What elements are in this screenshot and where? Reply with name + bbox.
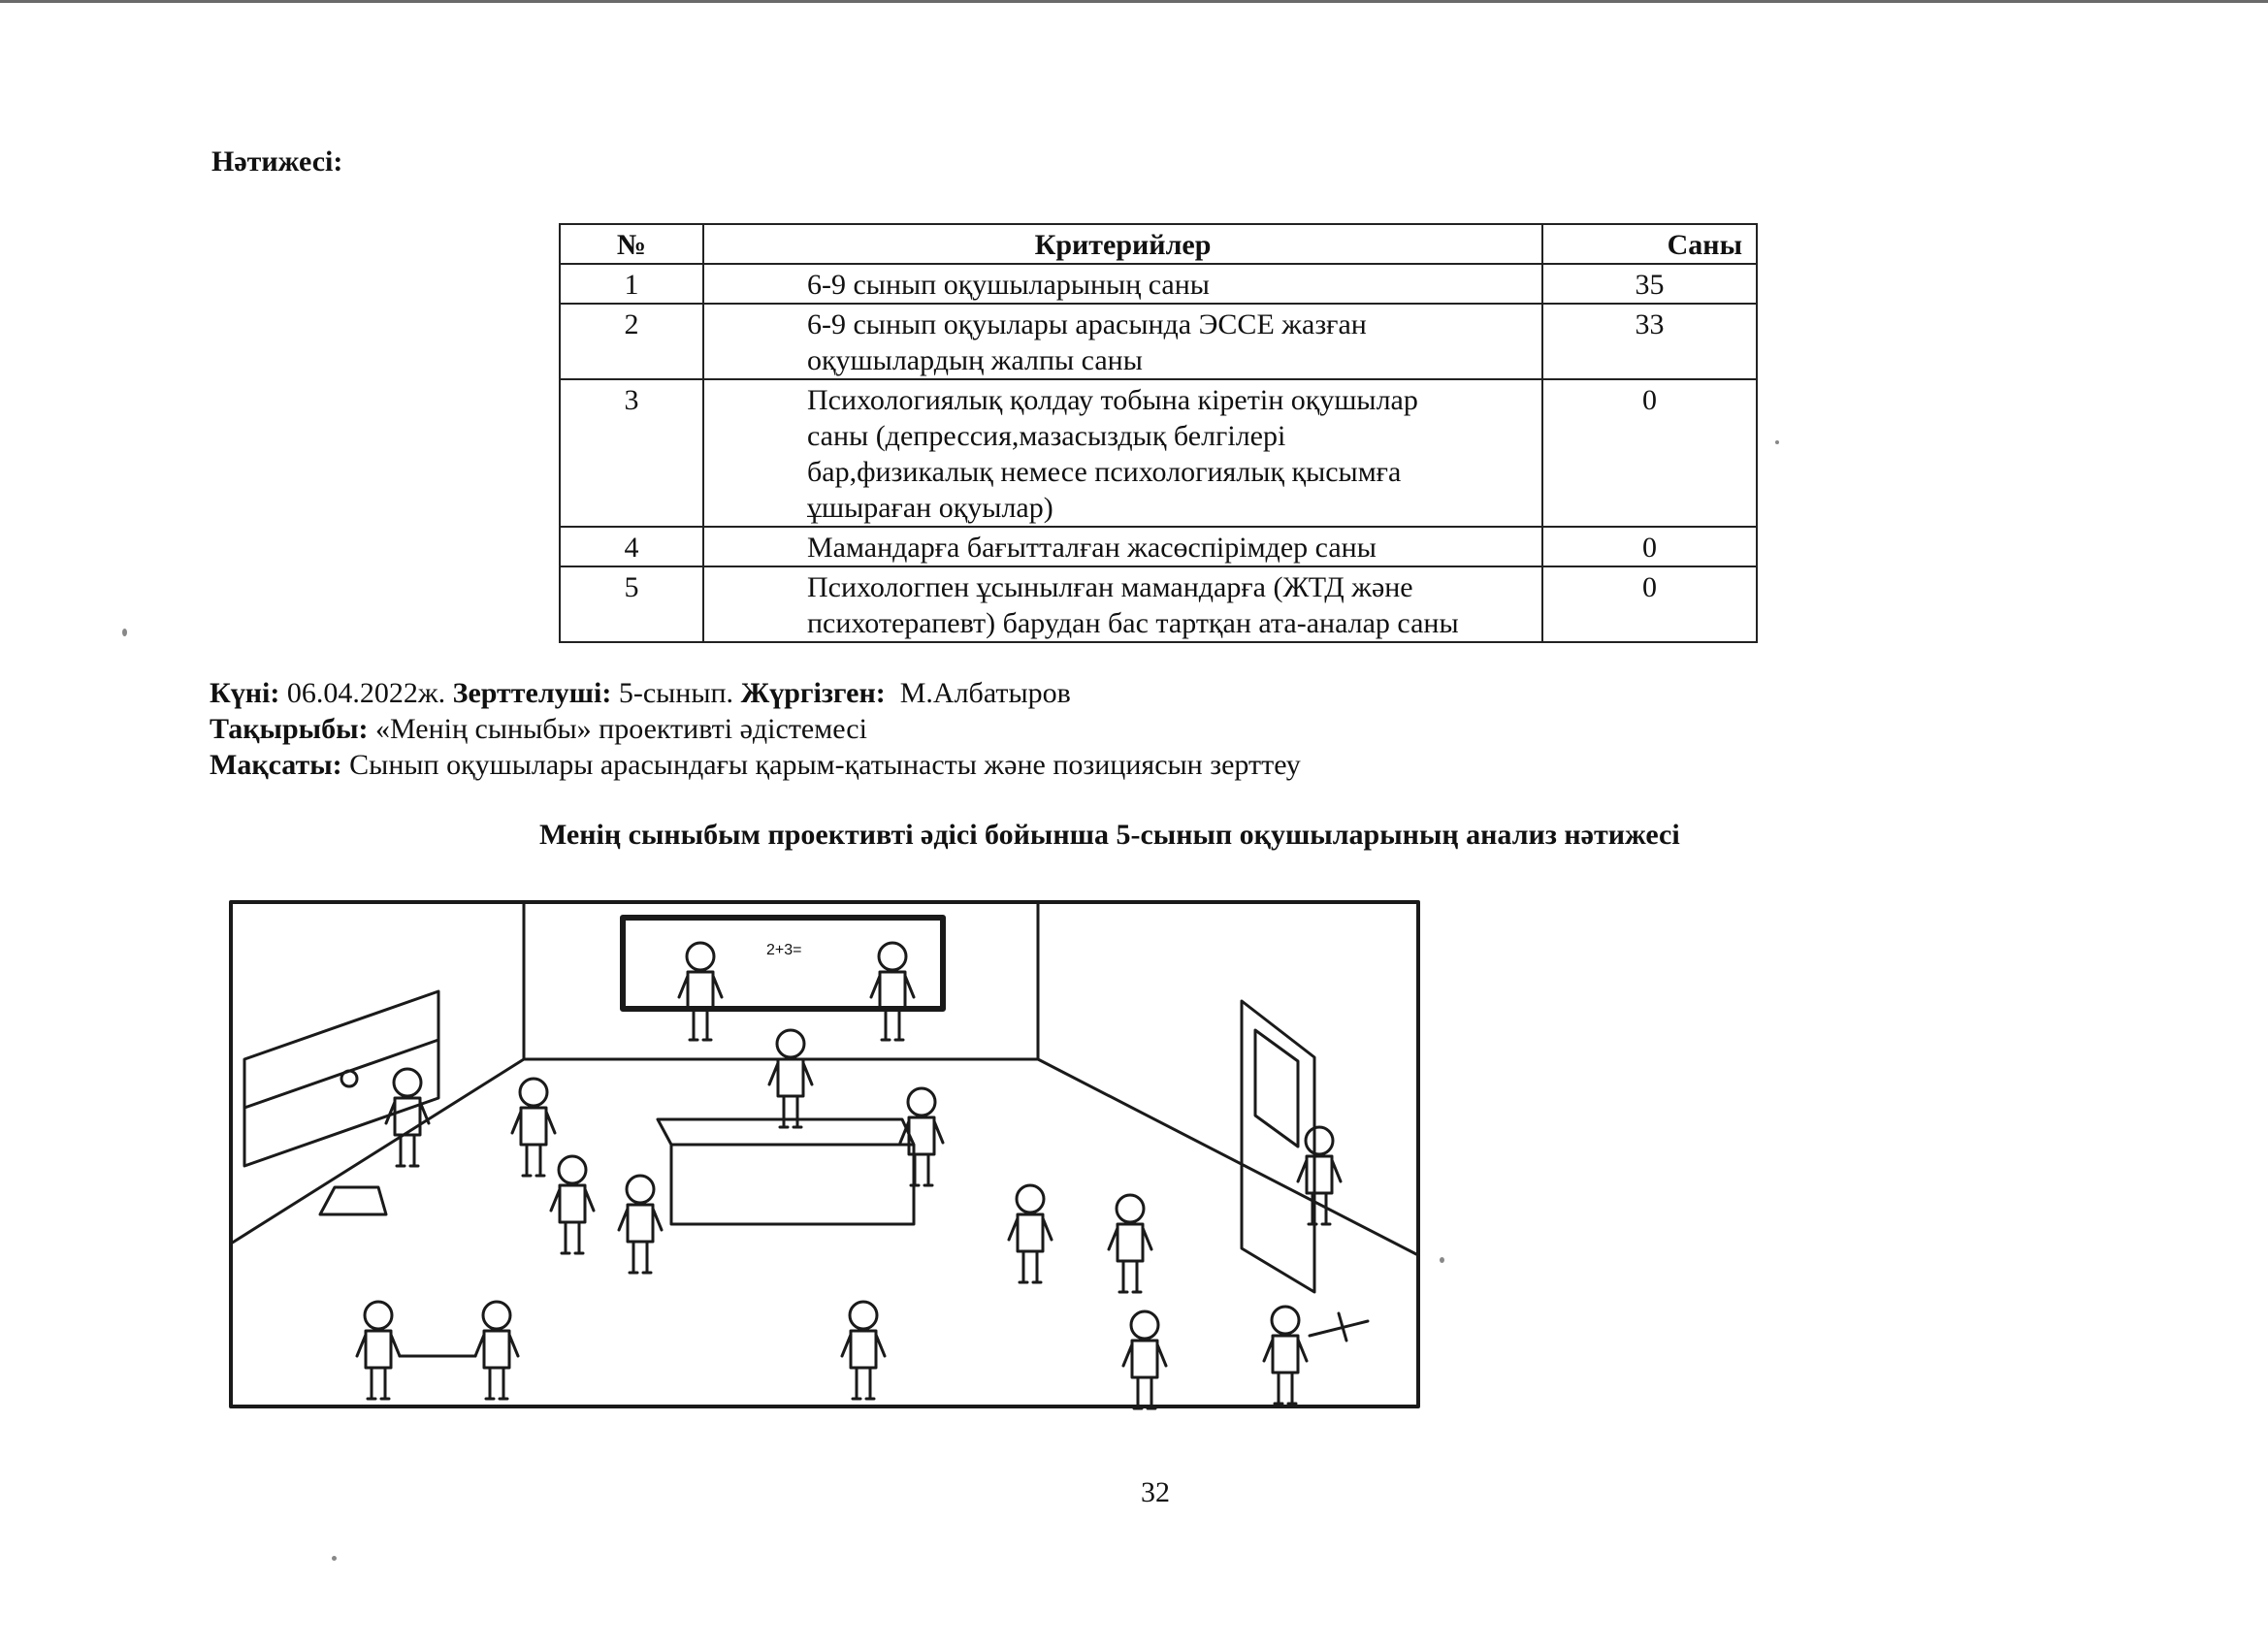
criteria-line: Психологпен ұсынылған мамандарға (ЖТД және	[806, 571, 1413, 603]
topic-label: Тақырыбы:	[210, 713, 369, 745]
subject-label: Зерттелуші:	[452, 677, 612, 709]
row-count: 0	[1542, 527, 1757, 566]
results-heading: Нәтижесі:	[211, 146, 343, 178]
row-number: 1	[560, 264, 703, 304]
row-count: 0	[1542, 566, 1757, 642]
date-label: Күні:	[210, 677, 280, 709]
blackboard	[623, 918, 943, 1009]
row-criteria	[703, 379, 1542, 527]
kid-pair-1	[551, 1156, 594, 1253]
kid-holding-hands-1	[357, 1302, 400, 1399]
goal-value: Сынып оқушылары арасындағы қарым-қатынасты және позициясын зерттеу	[349, 749, 1301, 781]
kid-book-2	[1109, 1195, 1151, 1292]
kid-sitting	[1123, 1311, 1166, 1408]
scan-top-edge	[0, 0, 2268, 3]
subject-value: 5-сынып.	[618, 677, 734, 709]
scan-speck	[332, 1556, 337, 1561]
criteria-line: Мамандарға бағытталған жасөспірімдер саны	[806, 532, 1377, 564]
room-outline	[231, 902, 1418, 1406]
kid-desk-right	[900, 1088, 943, 1185]
row-criteria	[703, 566, 1542, 642]
door-window	[1255, 1030, 1298, 1147]
table-row	[560, 566, 1757, 642]
date-value: 06.04.2022ж.	[286, 677, 446, 709]
criteria-line: бар,физикалық немесе психологиялық қысымға	[806, 456, 1402, 488]
row-criteria	[703, 304, 1542, 379]
header-count: Саны	[1542, 224, 1757, 264]
row-number: 5	[560, 566, 703, 642]
page-number: 32	[1141, 1476, 1170, 1508]
kid-book-1	[1009, 1185, 1052, 1282]
floor-right-edge	[1038, 1059, 1418, 1255]
kid-pair-2	[619, 1176, 662, 1273]
school-bag	[320, 1187, 386, 1214]
criteria-line: 6-9 сынып оқуылары арасында ЭССЕ жазған	[806, 308, 1367, 340]
table-row	[560, 304, 1757, 379]
topic-value: «Менің сыныбы» проективті әдістемесі	[375, 713, 867, 745]
kid-holding-hands-2	[475, 1302, 518, 1399]
row-number: 4	[560, 527, 703, 566]
kid-in-window-room	[386, 1069, 429, 1166]
row-number: 2	[560, 304, 703, 379]
teacher-desk	[658, 1119, 914, 1224]
goal-label: Мақсаты:	[210, 749, 342, 781]
info-line-topic	[210, 711, 1301, 747]
kid-leaving	[1298, 1127, 1341, 1224]
window-ball	[341, 1071, 357, 1086]
info-line-goal	[210, 747, 1301, 783]
toy-plane	[1310, 1313, 1368, 1341]
table-header-row	[560, 224, 1757, 264]
row-count: 35	[1542, 264, 1757, 304]
conductor-label: Жүргізген:	[740, 677, 886, 709]
criteria-table	[559, 223, 1758, 643]
table-row	[560, 379, 1757, 527]
kid-window	[512, 1079, 555, 1176]
study-info	[210, 675, 1301, 783]
row-number: 3	[560, 379, 703, 527]
row-criteria	[703, 264, 1542, 304]
row-count: 0	[1542, 379, 1757, 527]
classroom-drawing	[223, 894, 1426, 1413]
kid-plane	[1264, 1307, 1307, 1404]
table-row	[560, 527, 1757, 566]
criteria-line: оқушылардың жалпы саны	[806, 344, 1143, 376]
blackboard-text: 2+3=	[766, 942, 802, 958]
scan-speck	[1775, 440, 1779, 444]
right-door	[1242, 1001, 1314, 1292]
criteria-line: психотерапевт) барудан бас тартқан ата-аналар саны	[806, 607, 1459, 639]
analysis-title: Менің сыныбым проективті әдісі бойынша 5-сынып оқушыларының анализ нәтижесі	[539, 819, 1680, 851]
row-count: 33	[1542, 304, 1757, 379]
kid-teacher	[769, 1030, 812, 1127]
row-criteria	[703, 527, 1542, 566]
scan-speck	[122, 629, 127, 636]
criteria-line: саны (депрессия,мазасыздық белгілері	[806, 420, 1286, 452]
conductor-value: М.Албатыров	[899, 677, 1071, 709]
kid-at-board	[679, 943, 722, 1040]
scan-speck	[1440, 1257, 1444, 1263]
criteria-line: ұшыраған оқуылар)	[806, 492, 1053, 524]
kid-at-board-2	[871, 943, 914, 1040]
criteria-line: 6-9 сынып оқушыларының саны	[806, 269, 1210, 301]
kid-alone	[842, 1302, 885, 1399]
info-line-date	[210, 675, 1301, 711]
header-number: №	[560, 224, 703, 264]
header-criteria: Критерийлер	[703, 224, 1542, 264]
table-row	[560, 264, 1757, 304]
criteria-line: Психологиялық қолдау тобына кіретін оқушылар	[806, 384, 1418, 416]
